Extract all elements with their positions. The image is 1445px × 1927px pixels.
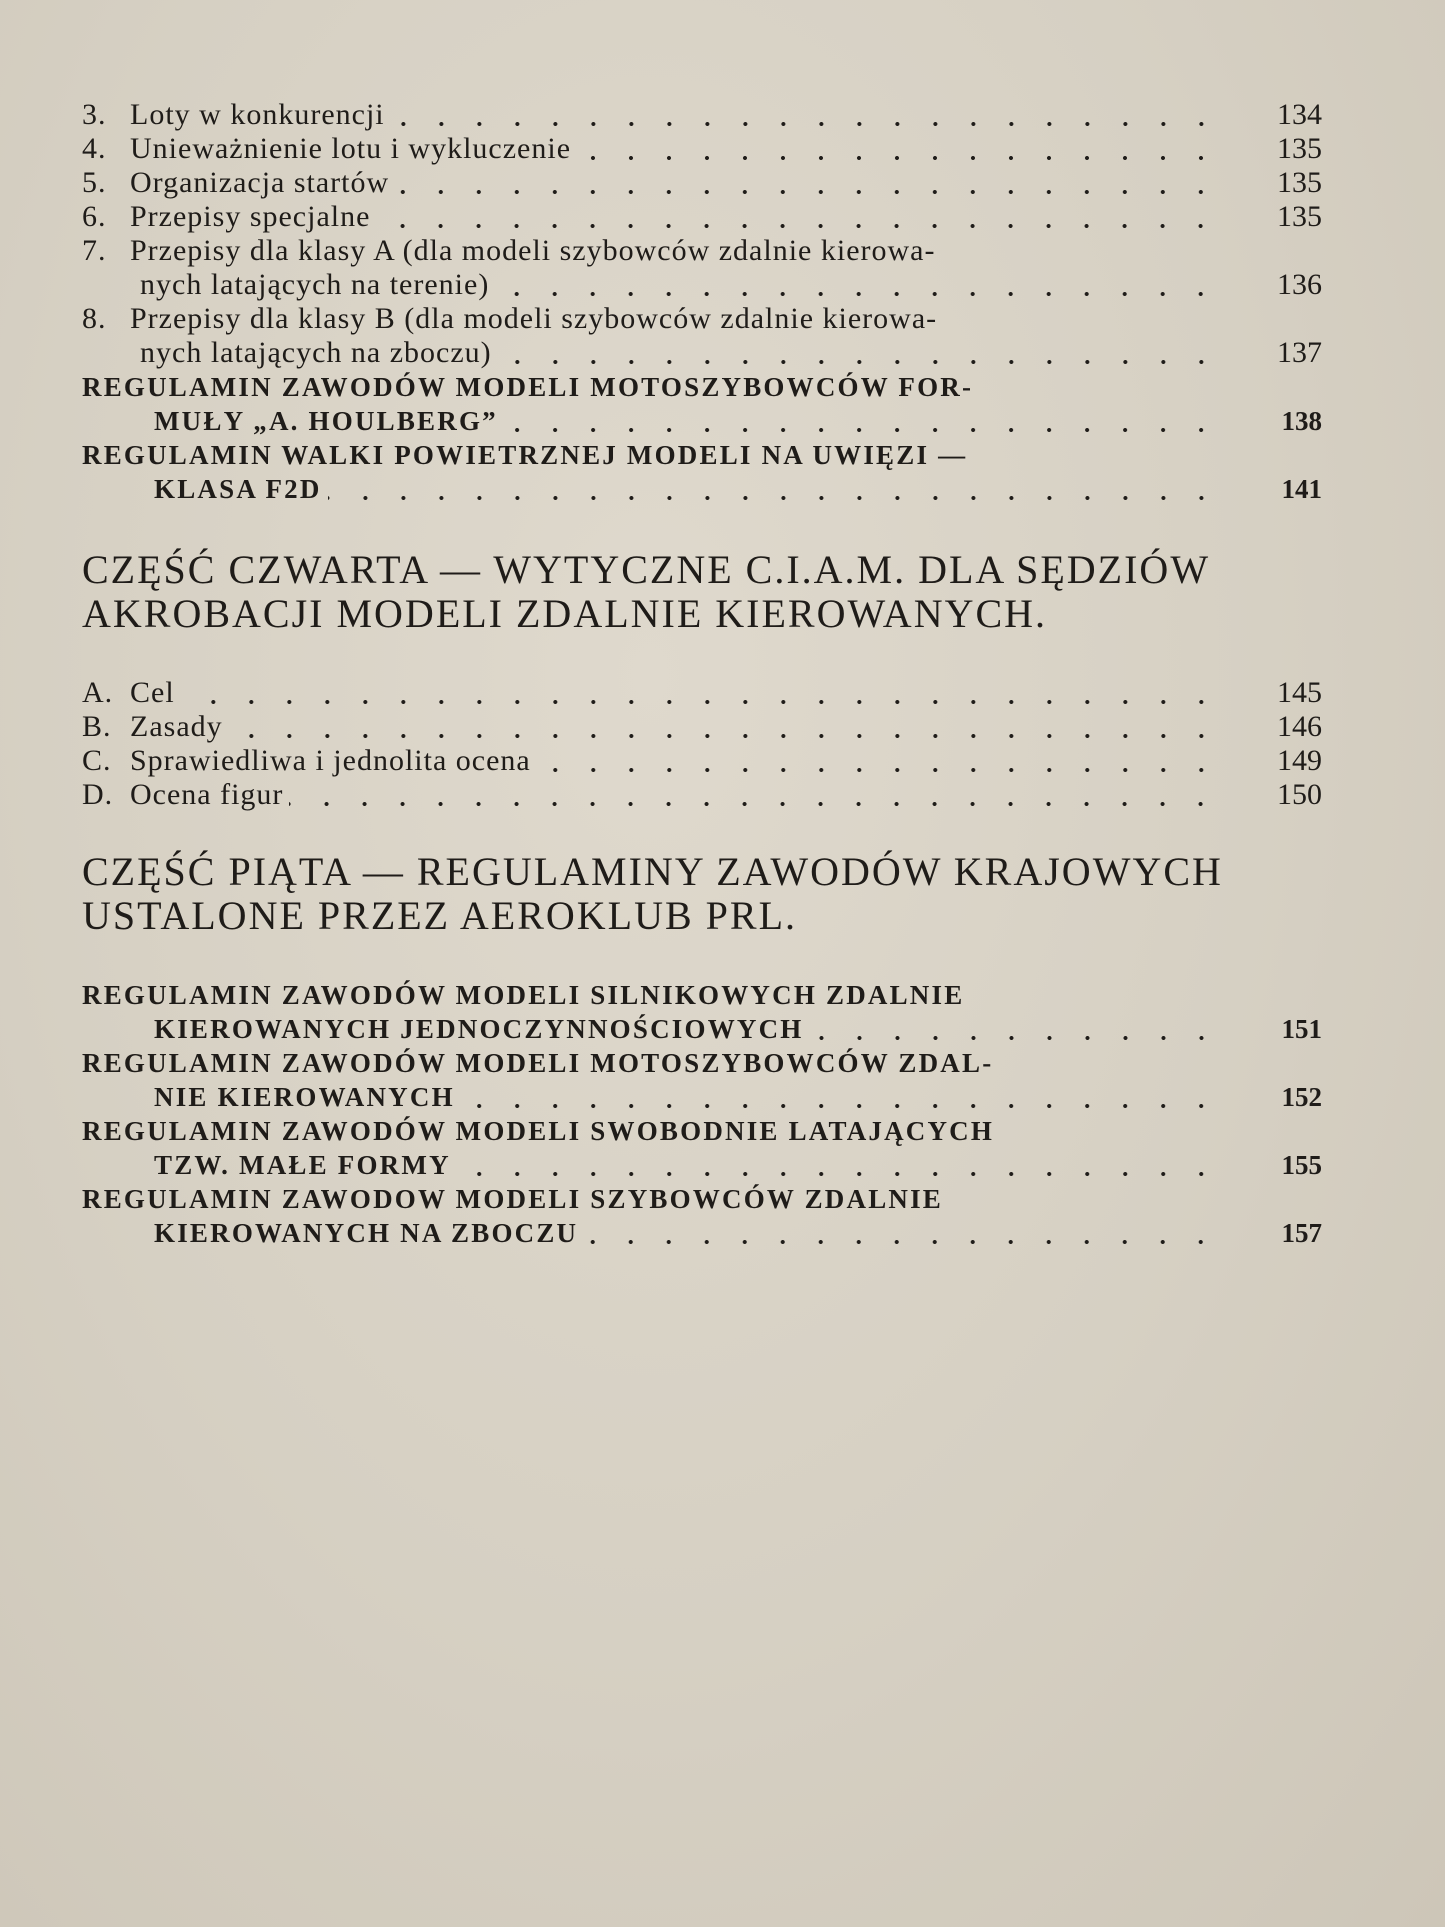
entry-title-line1: REGULAMIN ZAWODÓW MODELI SILNIKOWYCH ZDALNIE [82,980,965,1010]
leader-dots [391,106,1220,126]
part-five-heading-line1: CZĘŚĆ PIĄTA — REGULAMINY ZAWODÓW KRAJOWYCH [82,849,1223,894]
entry-title-line1: REGULAMIN WALKI POWIETRZNEJ MODELI NA UWIĘZI — [82,440,968,470]
table-of-contents [82,98,1322,1250]
toc-entry [82,778,1322,812]
entry-title-line2: nych latających na zboczu) [140,336,492,369]
toc-entry [82,166,1322,200]
entry-number: 8. [82,302,107,335]
entry-title-line1: REGULAMIN ZAWODÓW MODELI MOTOSZYBOWCÓW ZDAL- [82,1048,994,1078]
entry-title: Organizacja startów [130,166,390,199]
regulation-entry [82,1046,1322,1114]
entry-page: 152 [1281,1082,1322,1112]
entry-title: Unieważnienie lotu i wykluczenie [130,132,572,165]
regulation-entry [82,370,1322,438]
entry-title-line1: REGULAMIN ZAWODÓW MODELI SWOBODNIE LATAJĄCYCH [82,1116,995,1146]
entry-page: 157 [1281,1218,1322,1248]
entry-title-line2: KLASA F2D [154,474,322,504]
toc-entry [82,302,1322,370]
entry-title: Ocena figur [130,778,284,811]
leader-dots [376,208,1220,228]
entry-page: 145 [1277,676,1322,709]
entry-number: B. [82,710,112,743]
toc-entry [82,744,1322,778]
entry-number: D. [82,778,114,811]
entry-title-line2: KIEROWANYCH NA ZBOCZU [154,1218,579,1248]
entry-page: 134 [1277,98,1322,131]
part-five-heading [82,850,1322,938]
entry-page: 137 [1277,336,1322,369]
entry-number: 5. [82,166,107,199]
entry-number: 3. [82,98,107,131]
entry-number: C. [82,744,112,777]
entry-page: 141 [1281,474,1322,504]
entry-title-line1: Przepisy dla klasy B (dla modeli szybowców zdalnie kierowa- [130,302,938,335]
part-four-heading-line2: AKROBACJI MODELI ZDALNIE KIEROWANYCH. [82,591,1048,636]
entry-page: 135 [1277,166,1322,199]
entry-title-line1: Przepisy dla klasy A (dla modeli szybowców zdalnie kierowa- [130,234,936,267]
entry-page: 135 [1277,200,1322,233]
leader-dots [461,1088,1220,1108]
leader-dots [395,174,1220,194]
entry-page: 155 [1281,1150,1322,1180]
leader-dots [577,140,1220,160]
entry-title: Zasady [130,710,223,743]
leader-dots [810,1020,1220,1040]
toc-entry [82,200,1322,234]
toc-entry [82,710,1322,744]
leader-dots [457,1156,1220,1176]
leader-dots [498,344,1220,364]
regulation-entry [82,438,1322,506]
regulation-entry [82,978,1322,1046]
entry-number: 4. [82,132,107,165]
entry-title-line1: REGULAMIN ZAWODOW MODELI SZYBOWCÓW ZDALNIE [82,1184,944,1214]
part-four-heading [82,548,1322,636]
part-four-heading-line1: CZĘŚĆ CZWARTA — WYTYCZNE C.I.A.M. DLA SĘDZIÓW [82,547,1211,592]
entry-title: Sprawiedliwa i jednolita ocena [130,744,531,777]
entry-page: 150 [1277,778,1322,811]
regulation-entry [82,1114,1322,1182]
leader-dots [229,718,1220,738]
entry-page: 136 [1277,268,1322,301]
leader-dots [537,752,1220,772]
leader-dots [328,480,1220,500]
entry-page: 151 [1281,1014,1322,1044]
entry-page: 146 [1277,710,1322,743]
entry-title: Loty w konkurencji [130,98,385,131]
part-five-heading-line2: USTALONE PRZEZ AEROKLUB PRL. [82,893,798,938]
entry-page: 138 [1281,406,1322,436]
entry-number: 6. [82,200,107,233]
toc-entry [82,98,1322,132]
toc-entry [82,132,1322,166]
entry-title-line2: KIEROWANYCH JEDNOCZYNNOŚCIOWYCH [154,1014,804,1044]
entry-title-line2: MUŁY „A. HOULBERG” [154,406,498,436]
entry-title-line2: TZW. MAŁE FORMY [154,1150,451,1180]
entry-title-line1: REGULAMIN ZAWODÓW MODELI MOTOSZYBOWCÓW FOR- [82,372,974,402]
entry-page: 149 [1277,744,1322,777]
leader-dots [584,1224,1220,1244]
regulation-entry [82,1182,1322,1250]
leader-dots [504,412,1220,432]
leader-dots [495,276,1220,296]
entry-number: A. [82,676,114,709]
entry-title: Cel [130,676,175,709]
entry-page: 135 [1277,132,1322,165]
leader-dots [181,684,1220,704]
entry-title-line2: nych latających na terenie) [140,268,490,301]
toc-entry [82,234,1322,302]
leader-dots [289,786,1220,806]
toc-entry [82,676,1322,710]
entry-number: 7. [82,234,107,267]
entry-title-line2: NIE KIEROWANYCH [154,1082,455,1112]
entry-title: Przepisy specjalne [130,200,371,233]
